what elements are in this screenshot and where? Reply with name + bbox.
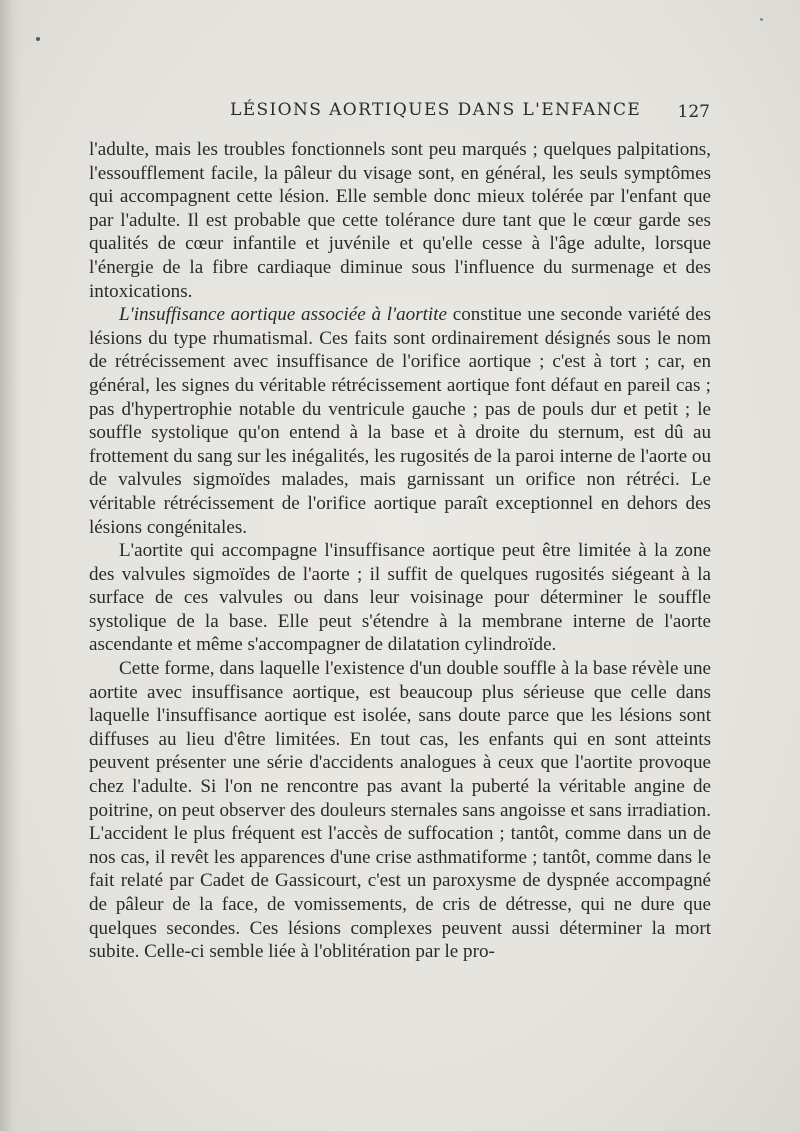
page-header — [90, 100, 710, 128]
paper-speck — [760, 18, 763, 21]
paragraph-2-italic-lead: L'insuffisance aortique associée à l'aortite — [119, 304, 448, 326]
paragraph-2 — [89, 303, 711, 539]
running-title: LÉSIONS AORTIQUES DANS L'ENFANCE — [230, 100, 642, 120]
body-text — [89, 138, 711, 964]
paragraph-1: l'adulte, mais les troubles fonctionnels sont peu marqués ; quelques palpitations, l'essoufflement facile, la pâleur du visage sont, en général, les seuls symptômes qui accompagnent cette lésion. Elle semble donc mieux tolérée par l'enfant que par l'adulte. Il est probable que cette tolérance dure tant que le cœur garde ses qualités de cœur infantile et juvénile et qu'elle cesse à l'âge adulte, lorsque l'énergie de la fibre cardiaque diminue sous l'influence du surmenage et des intoxications. — [89, 139, 711, 302]
binding-shadow — [0, 0, 22, 1131]
paragraph-3: L'aortite qui accompagne l'insuffisance aortique peut être limitée à la zone des valvules sigmoïdes de l'aorte ; il suffit de quelques rugosités siégeant à la surface de ces valvules ou dans leur voisinage pour déterminer le souffle systolique de la base. Elle peut s'étendre à la membrane interne de l'aorte ascendante et même s'accompagner de dilatation cylindroïde. — [89, 540, 711, 656]
paragraph-2-text: constitue une seconde variété des lésions du type rhumatismal. Ces faits sont ordinairement désignés sous le nom de rétrécissement avec insuffisance de l'orifice aortique ; c'est à tort ; car, en général, les signes du véritable rétrécissement aortique font défaut en pareil cas ; pas d'hypertrophie notable du ventricule gauche ; pas de pouls dur et petit ; le souffle systolique qu'on entend à la base et à droite du sternum, est dû au frottement du sang sur les inégalités, les rugosités de la paroi interne de l'aorte ou de valvules sigmoïdes malades, mais garnissant un orifice non rétréci. Le véritable rétrécissement de l'orifice aortique paraît exceptionnel en dehors des lésions congénitales. — [89, 304, 712, 538]
page-number: 127 — [677, 102, 710, 122]
paper-speck — [36, 37, 40, 41]
paragraph-4: Cette forme, dans laquelle l'existence d'un double souffle à la base révèle une aortite avec insuffisance aortique, est beaucoup plus sérieuse que celle dans laquelle l'insuffisance aortique est isolée, sans doute parce que les lésions sont diffuses au lieu d'être limitées. En tout cas, les enfants qui en sont atteints peuvent présenter une série d'accidents analogues à ceux que l'aortite provoque chez l'adulte. Si l'on ne rencontre pas avant la puberté la véritable angine de poitrine, on peut observer des douleurs sternales sans angoisse et sans irradiation. L'accident le plus fréquent est l'accès de suffocation ; tantôt, comme dans un de nos cas, il revêt les apparences d'une crise asthmatiforme ; tantôt, comme dans le fait relaté par Cadet de Gassicourt, c'est un paroxysme de dyspnée accompagné de pâleur de la face, de vomissements, de cris de détresse, qui ne dure que quelques secondes. Ces lésions complexes peuvent aussi déterminer la mort subite. Celle-ci semble liée à l'oblitération par le pro- — [89, 658, 711, 963]
